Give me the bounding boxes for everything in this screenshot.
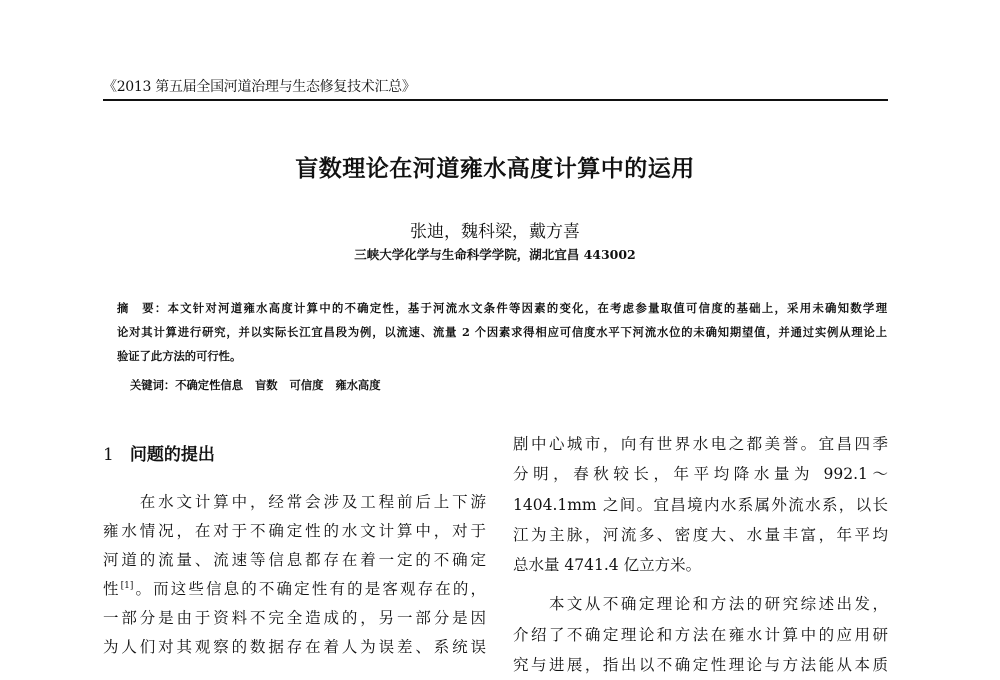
citation: [1]	[120, 580, 134, 591]
authors: 张迪，魏科梁，戴方喜	[410, 222, 580, 242]
running-header: 《2013 第五届全国河道治理与生态修复技术汇总》	[103, 79, 416, 95]
body-line: 河道的流量、流速等信息都存在着一定的不确定	[103, 551, 486, 569]
abstract-line	[117, 300, 887, 316]
keyword: 雍水高度	[335, 378, 381, 392]
paper-title: 盲数理论在河道雍水高度计算中的运用	[295, 156, 695, 182]
keyword: 盲数	[254, 378, 278, 392]
section-title: 问题的提出	[129, 445, 215, 465]
body-text: 。而这些信息的不确定性有的是客观存在的，	[133, 580, 486, 598]
body-line: 剧中心城市，向有世界水电之都美誉。宜昌四季	[513, 435, 888, 453]
abstract-text: 本文针对河道雍水高度计算中的不确定性，基于河流水文条件等因素的变化，在考虑参量取值可信度的基础上，采用未确知数学理	[167, 301, 887, 315]
body-line: 为人们对其观察的数据存在着人为误差、系统误	[103, 638, 486, 656]
section-number: 1	[103, 445, 114, 465]
keyword: 不确定性信息	[175, 378, 243, 392]
abstract-line: 验证了此方法的可行性。	[117, 349, 242, 363]
body-line	[103, 577, 486, 599]
keywords	[130, 377, 381, 393]
section-heading	[103, 440, 215, 465]
body-line: 介绍了不确定理论和方法在雍水计算中的应用研	[513, 626, 888, 644]
body-line: 在水文计算中，经常会涉及工程前后上下游	[103, 493, 486, 511]
body-line: 究与进展，指出以不确定性理论与方法能从本质	[513, 656, 888, 674]
abstract-label: 摘 要：	[117, 301, 168, 315]
abstract-line: 论对其计算进行研究，并以实际长江宜昌段为例，以流速、流量 2 个因素求得相应可信度水平下河流水位的未确知期望值，并通过实例从理论上	[117, 325, 887, 339]
body-line: 总水量 4741.4 亿立方米。	[513, 556, 702, 574]
body-line: 1404.1mm 之间。宜昌境内水系属外流水系，以长	[513, 496, 888, 514]
keyword: 可信度	[289, 378, 324, 392]
body-line: 分明，春秋较长，年平均降水量为 992.1～	[513, 465, 888, 483]
keywords-label: 关键词：	[130, 378, 176, 392]
affiliation: 三峡大学化学与生命科学学院，湖北宜昌 443002	[354, 247, 636, 262]
header-rule	[103, 99, 888, 101]
body-line: 雍水情况，在对于不确定性的水文计算中，对于	[103, 522, 486, 540]
body-line: 本文从不确定理论和方法的研究综述出发，	[513, 595, 888, 613]
body-line: 江为主脉，河流多、密度大、水量丰富，年平均	[513, 526, 888, 544]
body-line: 一部分是由于资料不完全造成的，另一部分是因	[103, 609, 486, 627]
body-text: 性	[103, 580, 121, 598]
